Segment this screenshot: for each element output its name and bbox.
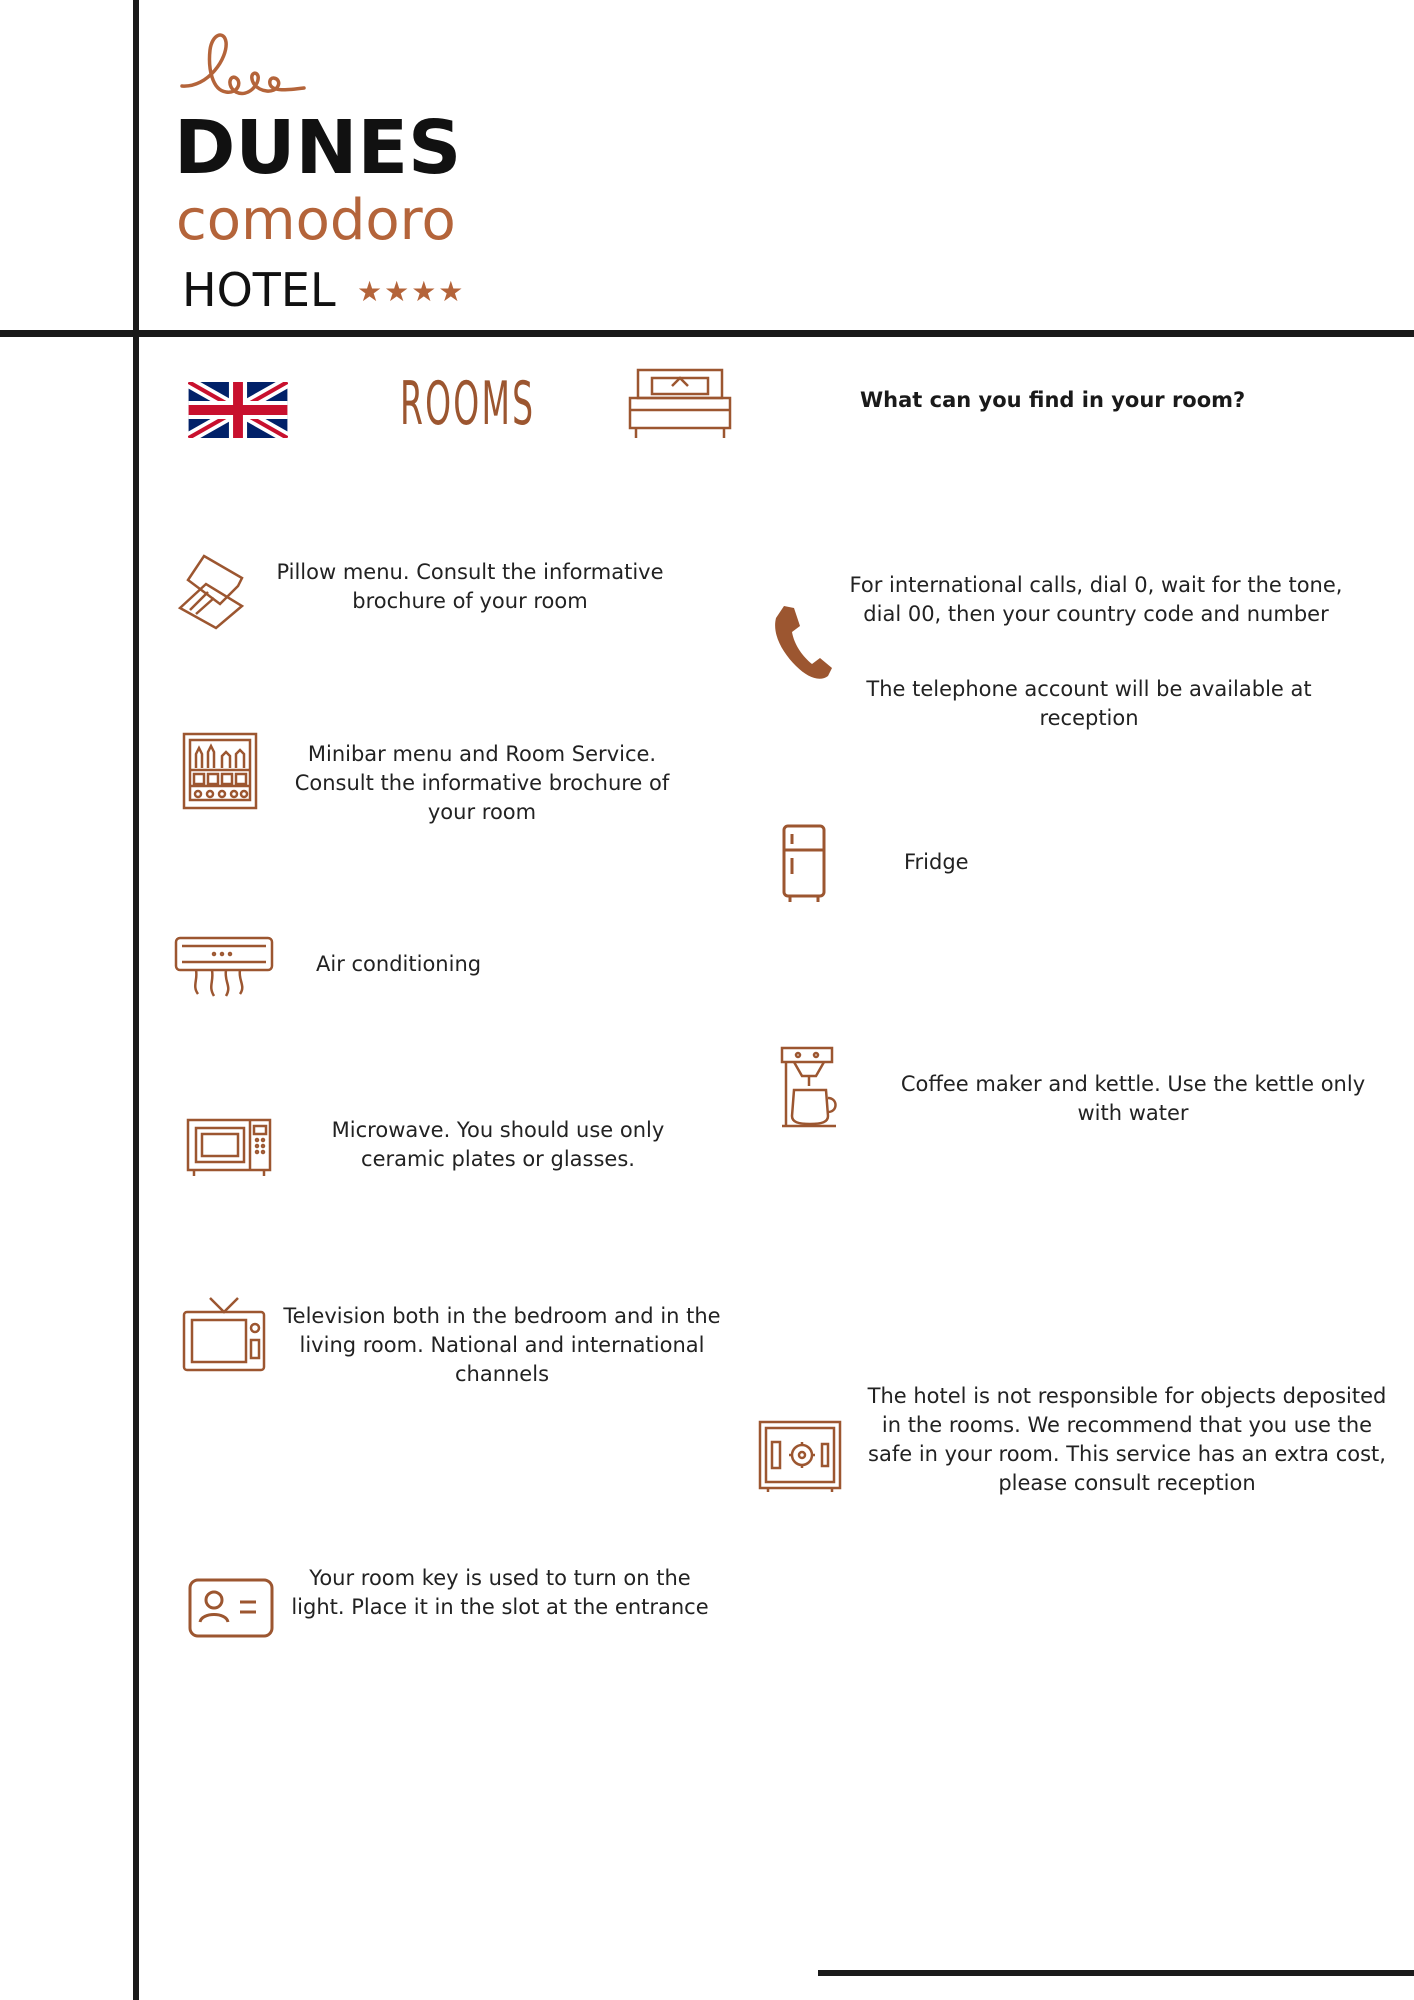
key-card-icon <box>188 1578 274 1638</box>
horizontal-rule <box>0 330 1414 337</box>
bottom-rule <box>818 1970 1414 1976</box>
logo-hotel: HOTEL <box>182 263 336 317</box>
bed-icon <box>628 366 732 442</box>
rooms-title: ROOMS <box>400 369 536 439</box>
television-text: Television both in the bedroom and in the living room. National and international channels <box>283 1304 721 1386</box>
safe-icon <box>758 1420 842 1494</box>
vertical-rule <box>133 0 139 2000</box>
key-card-text: Your room key is used to turn on the light. Place it in the slot at the entrance <box>291 1566 709 1619</box>
uk-flag-icon <box>188 382 288 438</box>
section-question: What can you find in your room? <box>860 388 1246 412</box>
coffee-maker-icon <box>780 1046 842 1130</box>
air-conditioning-text: Air conditioning <box>316 952 482 976</box>
minibar-text: Minibar menu and Room Service. Consult the informative brochure of your room <box>294 742 670 824</box>
pillow-menu-text: Pillow menu. Consult the informative brochure of your room <box>276 560 664 613</box>
logo-comodoro: comodoro <box>176 188 456 253</box>
air-conditioner-icon <box>174 936 274 1000</box>
fridge-text: Fridge <box>904 850 969 874</box>
microwave-text: Microwave. You should use only ceramic plates or glasses. <box>331 1118 665 1171</box>
telephone-account-text: The telephone account will be available at reception <box>866 677 1312 730</box>
telephone-text: For international calls, dial 0, wait for the tone, dial 00, then your country code and number <box>849 573 1343 626</box>
fridge-icon <box>782 824 826 904</box>
telephone-icon <box>770 604 834 680</box>
safe-text: The hotel is not responsible for objects deposited in the rooms. We recommend that you use the safe in your room. This service has an extra cost, please consult reception <box>867 1384 1387 1495</box>
logo-les <box>178 28 308 108</box>
star-rating: ★★★★ <box>357 275 466 308</box>
television-icon <box>182 1296 266 1376</box>
minibar-icon <box>182 732 258 812</box>
coffee-maker-text: Coffee maker and kettle. Use the kettle only with water <box>900 1072 1366 1125</box>
pillow-icon <box>176 550 256 630</box>
logo-dunes: DUNES <box>174 105 462 191</box>
microwave-icon <box>186 1118 272 1178</box>
